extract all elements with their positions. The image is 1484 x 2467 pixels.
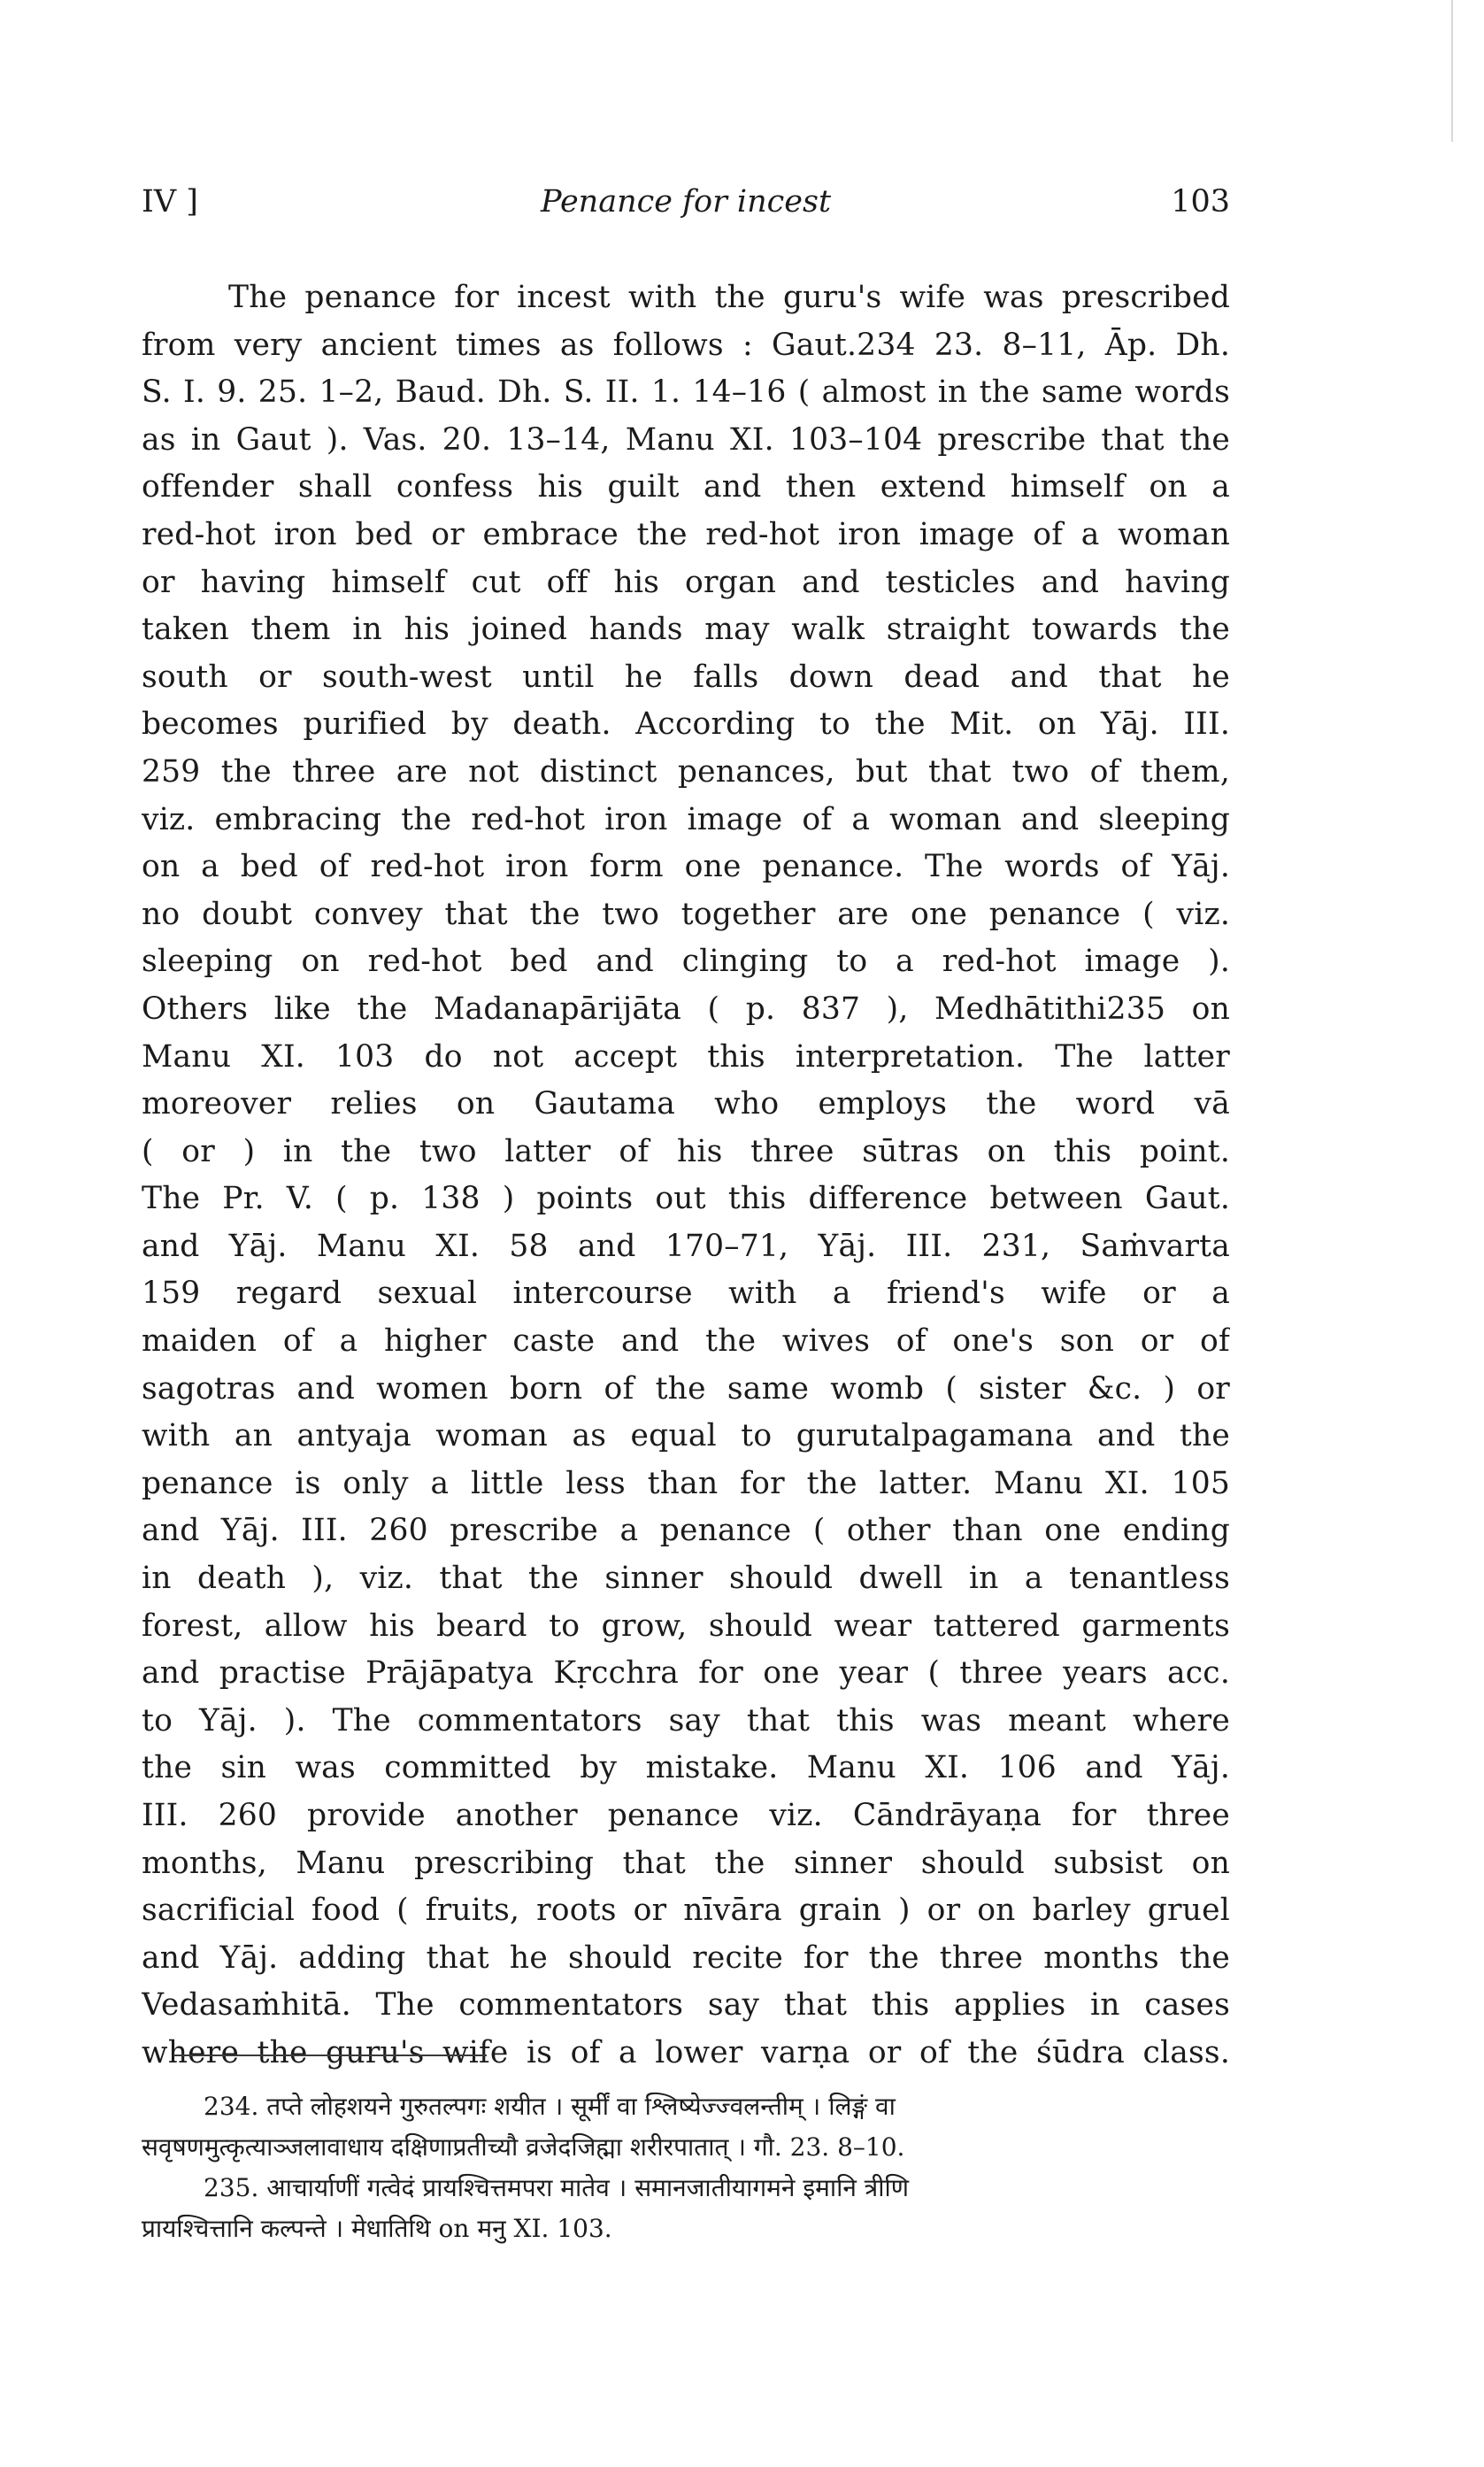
text-line: red-hot iron bed or embrace the red-hot iron image of a woman	[142, 516, 1230, 552]
text-line: to Yāj. ). The commentators say that this was meant where	[142, 1702, 1230, 1738]
text-line: offender shall confess his guilt and then extend himself on a	[142, 469, 1230, 505]
footnote-divider	[173, 2055, 487, 2056]
text-line: sagotras and women born of the same womb ( sister &c. ) or	[142, 1370, 1230, 1407]
text-line: with an antyaja woman as equal to gurutalpagamana and the	[142, 1418, 1230, 1454]
text-line: Others like the Madanapārijāta ( p. 837 ), Medhātithi235 on	[142, 991, 1230, 1027]
footnotes	[142, 2086, 1230, 2249]
text-line: no doubt convey that the two together are one penance ( viz.	[142, 896, 1230, 932]
text-line: and practise Prājāpatya Kṛcchra for one year ( three years acc.	[142, 1655, 1230, 1692]
text-line: Manu XI. 103 do not accept this interpretation. The latter	[142, 1038, 1230, 1075]
text-line: maiden of a higher caste and the wives of one's son or of	[142, 1323, 1230, 1360]
text-line: taken them in his joined hands may walk straight towards the	[142, 612, 1230, 648]
text-line: as in Gaut ). Vas. 20. 13–14, Manu XI. 103–104 prescribe that the	[142, 421, 1230, 458]
text-line: S. I. 9. 25. 1–2, Baud. Dh. S. II. 1. 14–16 ( almost in the same words	[142, 374, 1230, 411]
text-line: moreover relies on Gautama who employs the word vā	[142, 1086, 1230, 1122]
text-line: The Pr. V. ( p. 138 ) points out this difference between Gaut.	[142, 1181, 1230, 1217]
text-line: and Yāj. adding that he should recite for the three months the	[142, 1939, 1230, 1976]
text-line: III. 260 provide another penance viz. Cāndrāyaṇa for three	[142, 1798, 1230, 1833]
footnote-235-line-1: 235. आचार्याणीं गत्वेदं प्रायश्चित्तमपरा मातेव । समानजातीयागमने इमानि त्रीणि	[204, 2173, 909, 2202]
footnote-235-line-2: प्रायश्चित्तानि कल्पन्ते । मेधातिथि on मनु XI. 103.	[142, 2214, 612, 2243]
text-line: becomes purified by death. According to the Mit. on Yāj. III.	[142, 706, 1230, 743]
text-line: on a bed of red-hot iron form one penance. The words of Yāj.	[142, 849, 1230, 885]
text-line: from very ancient times as follows : Gaut.234 23. 8–11, Āp. Dh.	[142, 327, 1230, 363]
chapter-section: IV ]	[142, 184, 198, 220]
running-title: Penance for incest	[540, 184, 832, 220]
text-line: The penance for incest with the guru's wife was prescribed	[228, 280, 1230, 315]
text-line: sacrificial food ( fruits, roots or nīvāra grain ) or on barley gruel	[142, 1893, 1230, 1929]
text-line: in death ), viz. that the sinner should dwell in a tenantless	[142, 1561, 1230, 1597]
text-line: ( or ) in the two latter of his three sūtras on this point.	[142, 1133, 1230, 1169]
text-line: Vedasaṁhitā. The commentators say that this applies in cases	[142, 1987, 1230, 2024]
text-line: months, Manu prescribing that the sinner should subsist on	[142, 1845, 1230, 1881]
text-line: the sin was committed by mistake. Manu XI. 106 and Yāj.	[142, 1750, 1230, 1786]
text-line: 259 the three are not distinct penances, but that two of them,	[142, 753, 1230, 790]
footnote-234-line-2: सवृषणमुत्कृत्याञ्जलावाधाय दक्षिणाप्रतीच्यौ व्रजेदजिह्मा शरीरपातात् । गौ. 23. 8–10.	[142, 2132, 905, 2162]
text-line: and Yāj. Manu XI. 58 and 170–71, Yāj. III. 231, Saṁvarta	[142, 1228, 1230, 1264]
text-line: south or south-west until he falls down dead and that he	[142, 659, 1230, 695]
text-line: and Yāj. III. 260 prescribe a penance ( other than one ending	[142, 1513, 1230, 1549]
text-line: penance is only a little less than for the latter. Manu XI. 105	[142, 1465, 1230, 1501]
text-line: viz. embracing the red-hot iron image of a woman and sleeping	[142, 801, 1230, 837]
text-line: sleeping on red-hot bed and clinging to a red-hot image ).	[142, 944, 1230, 980]
page-number: 103	[1171, 184, 1230, 220]
scan-edge-line	[1451, 0, 1453, 142]
text-line: forest, allow his beard to grow, should wear tattered garments	[142, 1607, 1230, 1644]
text-line: or having himself cut off his organ and testicles and having	[142, 564, 1230, 600]
text-line: 159 regard sexual intercourse with a friend's wife or a	[142, 1276, 1230, 1312]
text-line: where the guru's wife is of a lower varṇa or of the śūdra class.	[142, 2034, 1230, 2070]
footnote-234-line-1: 234. तप्ते लोहशयने गुरुतल्पगः शयीत । सूर्मीं वा श्लिष्येज्ज्वलन्तीम् । लिङ्गं वा	[204, 2092, 896, 2121]
main-paragraph	[142, 274, 1230, 2078]
page-header	[142, 184, 1230, 227]
